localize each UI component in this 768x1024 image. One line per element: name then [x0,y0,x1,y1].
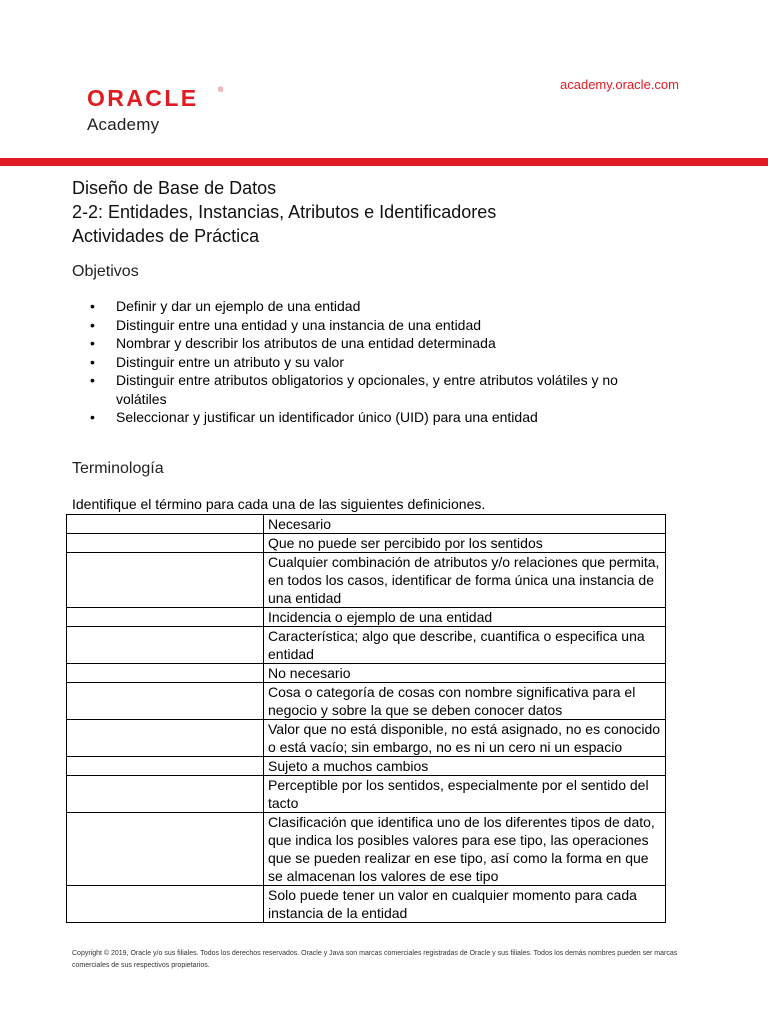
definition-cell: Cualquier combinación de atributos y/o relaciones que permita, en todos los casos, identificar de forma única una instancia de una entidad [264,553,666,608]
lesson-title: 2-2: Entidades, Instancias, Atributos e Identificadores [72,202,497,222]
table-row [67,553,666,608]
term-answer-cell[interactable] [67,757,264,776]
table-row [67,608,666,627]
objective-text: Distinguir entre atributos obligatorios y opcionales, y entre atributos volátiles y no volátiles [116,372,618,407]
definition-cell: Característica; algo que describe, cuantifica o especifica una entidad [264,627,666,664]
list-item [90,334,660,353]
copyright-notice: Copyright © 2019, Oracle y/o sus filiales. Todos los derechos reservados. Oracle y Java son marcas comerciales registradas de Oracle y sus filiales. Todos los demás nombres pueden ser marcas comerciales de sus respectivos propietarios. [72,950,678,969]
table-row [67,515,666,534]
terminology-instruction: Identifique el término para cada una de las siguientes definiciones. [72,496,486,512]
term-answer-cell[interactable] [67,608,264,627]
table-row [67,776,666,813]
header-divider [0,158,768,166]
table-row [67,683,666,720]
logo-wordmark: ORACLE [87,85,199,111]
term-answer-cell[interactable] [67,534,264,553]
term-answer-cell[interactable] [67,515,264,534]
list-item [90,297,660,316]
objective-text: Distinguir entre una entidad y una instancia de una entidad [116,316,482,333]
list-item [90,371,660,408]
definition-cell: Necesario [264,515,666,534]
definition-cell: Cosa o categoría de cosas con nombre significativa para el negocio y sobre la que se deben conocer datos [264,683,666,720]
term-answer-cell[interactable] [67,813,264,886]
definition-cell: Valor que no está disponible, no está asignado, no es conocido o está vacío; sin embargo, no es ni un cero ni un espacio [264,720,666,757]
table-row [67,627,666,664]
definition-cell: Incidencia o ejemplo de una entidad [264,608,666,627]
table-row [67,720,666,757]
activity-title: Actividades de Práctica [72,226,260,246]
course-title: Diseño de Base de Datos [72,178,277,198]
definition-cell: Sujeto a muchos cambios [264,757,666,776]
objectives-list [90,297,660,427]
table-row [67,664,666,683]
list-item [90,408,660,427]
document-title-block [72,176,496,248]
term-answer-cell[interactable] [67,664,264,683]
term-answer-cell[interactable] [67,886,264,923]
terminology-table [66,514,666,923]
definition-cell: Clasificación que identifica uno de los diferentes tipos de dato, que indica los posibles valores para ese tipo, las operaciones que se pueden realizar en ese tipo, así como la forma en que se almacenan los valores de ese tipo [264,813,666,886]
oracle-academy-logo [87,86,227,136]
terminology-heading: Terminología [72,460,164,477]
definition-cell: Solo puede tener un valor en cualquier momento para cada instancia de la entidad [264,886,666,923]
table-row [67,886,666,923]
bullet-icon: • [90,353,95,370]
list-item [90,316,660,335]
table-row [67,534,666,553]
definition-cell: No necesario [264,664,666,683]
definition-cell: Que no puede ser percibido por los sentidos [264,534,666,553]
objective-text: Seleccionar y justificar un identificador único (UID) para una entidad [116,409,538,425]
term-answer-cell[interactable] [67,627,264,664]
table-row [67,757,666,776]
logo-subtitle: Academy [87,115,160,134]
bullet-icon: • [90,335,95,351]
logo-registered-mark: ® [218,87,224,94]
objective-text: Nombrar y describir los atributos de una entidad determinada [116,335,496,351]
objectives-heading: Objetivos [72,263,139,280]
term-answer-cell[interactable] [67,776,264,813]
table-row [67,813,666,886]
bullet-icon: • [90,409,95,425]
site-url-link[interactable]: academy.oracle.com [560,77,679,92]
term-answer-cell[interactable] [67,553,264,608]
bullet-icon: • [90,316,95,333]
term-answer-cell[interactable] [67,683,264,720]
bullet-icon: • [90,372,95,388]
list-item [90,353,660,372]
bullet-icon: • [90,298,95,314]
term-answer-cell[interactable] [67,720,264,757]
objective-text: Distinguir entre un atributo y su valor [116,353,344,370]
objective-text: Definir y dar un ejemplo de una entidad [116,298,361,314]
definition-cell: Perceptible por los sentidos, especialmente por el sentido del tacto [264,776,666,813]
